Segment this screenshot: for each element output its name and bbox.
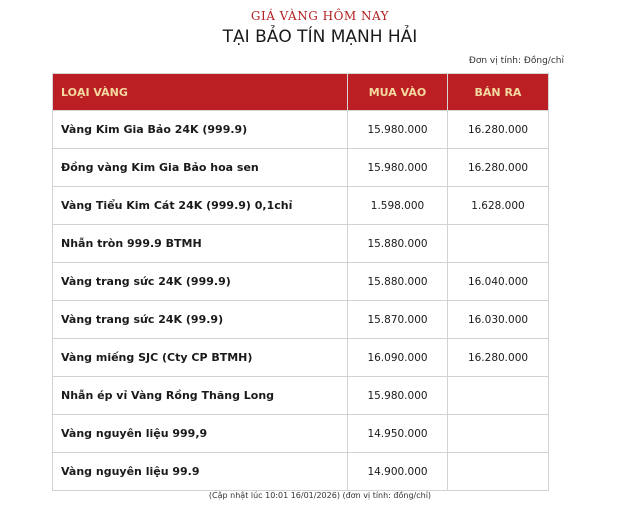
sell-price-cell: [448, 225, 549, 263]
sell-price-cell: [448, 415, 549, 453]
table-row: [53, 225, 549, 263]
table-body: [53, 111, 549, 491]
gold-price-table: [52, 73, 549, 491]
buy-price-cell: 15.980.000: [348, 111, 448, 149]
table-row: [53, 453, 549, 491]
table-row: [53, 149, 549, 187]
page-title: TẠI BẢO TÍN MẠNH HẢI: [222, 27, 418, 47]
buy-price-cell: 15.880.000: [348, 225, 448, 263]
table-row: [53, 187, 549, 225]
column-header-buy: MUA VÀO: [348, 74, 448, 111]
table-row: [53, 377, 549, 415]
gold-type-cell: Vàng Kim Gia Bảo 24K (999.9): [53, 111, 348, 149]
sell-price-cell: 16.280.000: [448, 149, 549, 187]
table-row: [53, 301, 549, 339]
gold-type-cell: Vàng nguyên liệu 99.9: [53, 453, 348, 491]
sell-price-cell: 16.030.000: [448, 301, 549, 339]
buy-price-cell: 15.980.000: [348, 377, 448, 415]
sell-price-cell: 16.280.000: [448, 111, 549, 149]
buy-price-cell: 16.090.000: [348, 339, 448, 377]
gold-type-cell: Vàng miếng SJC (Cty CP BTMH): [53, 339, 348, 377]
page-subtitle: GIÁ VÀNG HÔM NAY: [250, 9, 390, 23]
update-footnote: (Cập nhật lúc 10:01 16/01/2026) (đơn vị tính: đồng/chỉ): [208, 491, 432, 500]
unit-label: Đơn vị tính: Đồng/chỉ: [468, 56, 564, 66]
sell-price-cell: [448, 377, 549, 415]
table-row: [53, 111, 549, 149]
buy-price-cell: 14.950.000: [348, 415, 448, 453]
table-row: [53, 415, 549, 453]
buy-price-cell: 1.598.000: [348, 187, 448, 225]
gold-type-cell: Vàng trang sức 24K (99.9): [53, 301, 348, 339]
sell-price-cell: 16.280.000: [448, 339, 549, 377]
table-header-row: [53, 74, 549, 111]
buy-price-cell: 14.900.000: [348, 453, 448, 491]
sell-price-cell: 1.628.000: [448, 187, 549, 225]
buy-price-cell: 15.980.000: [348, 149, 448, 187]
gold-type-cell: Vàng nguyên liệu 999,9: [53, 415, 348, 453]
sell-price-cell: 16.040.000: [448, 263, 549, 301]
gold-type-cell: Vàng trang sức 24K (999.9): [53, 263, 348, 301]
table-row: [53, 263, 549, 301]
gold-type-cell: Nhẫn ép vỉ Vàng Rồng Thăng Long: [53, 377, 348, 415]
buy-price-cell: 15.880.000: [348, 263, 448, 301]
gold-type-cell: Đồng vàng Kim Gia Bảo hoa sen: [53, 149, 348, 187]
sell-price-cell: [448, 453, 549, 491]
buy-price-cell: 15.870.000: [348, 301, 448, 339]
column-header-type: LOẠI VÀNG: [53, 74, 348, 111]
table-row: [53, 339, 549, 377]
column-header-sell: BÁN RA: [448, 74, 549, 111]
gold-type-cell: Vàng Tiểu Kim Cát 24K (999.9) 0,1chỉ: [53, 187, 348, 225]
gold-type-cell: Nhẫn tròn 999.9 BTMH: [53, 225, 348, 263]
